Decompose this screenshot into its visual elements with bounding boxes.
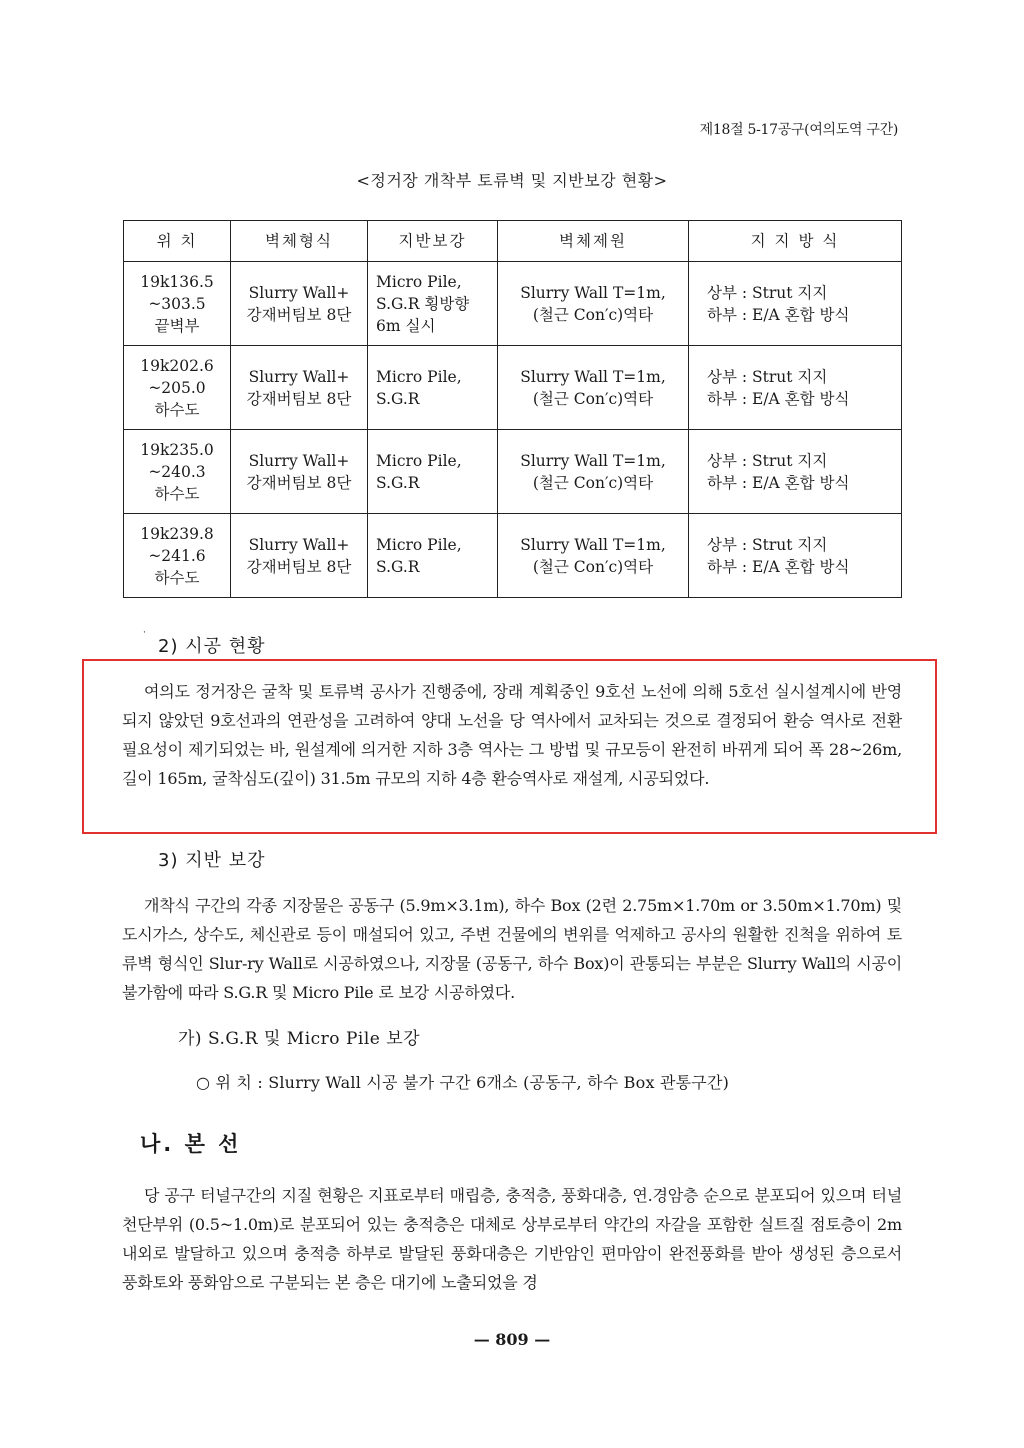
header-ground-reinforcement: 지반보강 (368, 221, 498, 262)
paragraph: 당 공구 터널구간의 지질 현황은 지표로부터 매립층, 충적층, 풍화대층, 연.경암층 순으로 분포되어 있으며 터널 천단부위 (0.5~1.0m)로 분포되어 있는 충적층은 대체로 상부로부터 약간의 자갈을 포함한 실트질 점토층이 2m 내외로 발달하고 있으며 충적층 하부로 발달된 풍화대층은 기반암인 편마암이 완전풍화를 받아 생성된 층으로서 풍화토와 풍화암으로 구분되는 본 층은 대기에 노출되었을 경 (122, 1186, 902, 1292)
subsection-heading: 가) S.G.R 및 Micro Pile 보강 (178, 1029, 421, 1049)
cell-wall-spec: Slurry Wall T=1m, (철근 Con′c)역타 (498, 262, 689, 346)
cell-location: 19k202.6 ~205.0 하수도 (124, 346, 231, 430)
cell-wall-spec: Slurry Wall T=1m, (철근 Con′c)역타 (498, 346, 689, 430)
section-2-heading: 2) 시공 현황 (158, 636, 266, 657)
section-3-heading: 3) 지반 보강 (158, 850, 266, 871)
cell-ground-reinforcement: Micro Pile, S.G.R (368, 514, 498, 598)
cell-ground-reinforcement: Micro Pile, S.G.R 횡방향 6m 실시 (368, 262, 498, 346)
cell-ground-reinforcement: Micro Pile, S.G.R (368, 430, 498, 514)
cell-wall-type: Slurry Wall+ 강재버팀보 8단 (231, 262, 368, 346)
cell-support-method: 상부 : Strut 지지 하부 : E/A 혼합 방식 (689, 262, 902, 346)
stray-mark: · (143, 628, 146, 638)
cell-wall-type: Slurry Wall+ 강재버팀보 8단 (231, 346, 368, 430)
section-na-body (122, 1181, 902, 1297)
section-3-body (122, 891, 902, 1007)
cell-support-method: 상부 : Strut 지지 하부 : E/A 혼합 방식 (689, 514, 902, 598)
cell-location: 19k136.5 ~303.5 끝벽부 (124, 262, 231, 346)
table-row (124, 346, 902, 430)
header-wall-spec: 벽체제원 (498, 221, 689, 262)
header-wall-type: 벽체형식 (231, 221, 368, 262)
table-title: <정거장 개착부 토류벽 및 지반보강 현황> (356, 171, 668, 190)
section-na-heading: 나. 본 선 (140, 1132, 242, 1156)
header-location: 위 치 (124, 221, 231, 262)
bullet-item: ○ 위 치 : Slurry Wall 시공 불가 구간 6개소 (공동구, 하수 Box 관통구간) (196, 1073, 730, 1092)
cell-support-method: 상부 : Strut 지지 하부 : E/A 혼합 방식 (689, 430, 902, 514)
paragraph: 여의도 정거장은 굴착 및 토류벽 공사가 진행중에, 장래 계획중인 9호선 노선에 의해 5호선 실시설계시에 반영되지 않았던 9호선과의 연관성을 고려하여 양대 노선을 당 역사에서 교차되는 것으로 결정되어 환승 역사로 전환 필요성이 제기되었는 바, 원설계에 의거한 지하 3층 역사는 그 방법 및 규모등이 완전히 바뀌게 되어 폭 28~26m, 길이 165m, 굴착심도(깊이) 31.5m 규모의 지하 4층 환승역사로 재설계, 시공되었다. (122, 682, 902, 788)
table-row (124, 262, 902, 346)
section-2-body (122, 677, 902, 793)
cell-support-method: 상부 : Strut 지지 하부 : E/A 혼합 방식 (689, 346, 902, 430)
table-header-row (124, 221, 902, 262)
retaining-wall-table (123, 220, 902, 598)
running-head: 제18절 5-17공구(여의도역 구간) (699, 122, 898, 138)
cell-wall-spec: Slurry Wall T=1m, (철근 Con′c)역타 (498, 430, 689, 514)
cell-ground-reinforcement: Micro Pile, S.G.R (368, 346, 498, 430)
header-support-method: 지 지 방 식 (689, 221, 902, 262)
table-row (124, 514, 902, 598)
cell-location: 19k235.0 ~240.3 하수도 (124, 430, 231, 514)
cell-wall-spec: Slurry Wall T=1m, (철근 Con′c)역타 (498, 514, 689, 598)
page-number: — 809 — (473, 1330, 551, 1349)
cell-location: 19k239.8 ~241.6 하수도 (124, 514, 231, 598)
cell-wall-type: Slurry Wall+ 강재버팀보 8단 (231, 430, 368, 514)
cell-wall-type: Slurry Wall+ 강재버팀보 8단 (231, 514, 368, 598)
table-row (124, 430, 902, 514)
paragraph: 개착식 구간의 각종 지장물은 공동구 (5.9m×3.1m), 하수 Box (2련 2.75m×1.70m or 3.50m×1.70m) 및 도시가스, 상수도, 체신관로 등이 매설되어 있고, 주변 건물에의 변위를 억제하고 공사의 원활한 진척을 위하여 토류벽 형식인 Slur-ry Wall로 시공하였으나, 지장물 (공동구, 하수 Box)이 관통되는 부분은 Slurry Wall의 시공이 불가함에 따라 S.G.R 및 Micro Pile 로 보강 시공하였다. (122, 896, 902, 1002)
